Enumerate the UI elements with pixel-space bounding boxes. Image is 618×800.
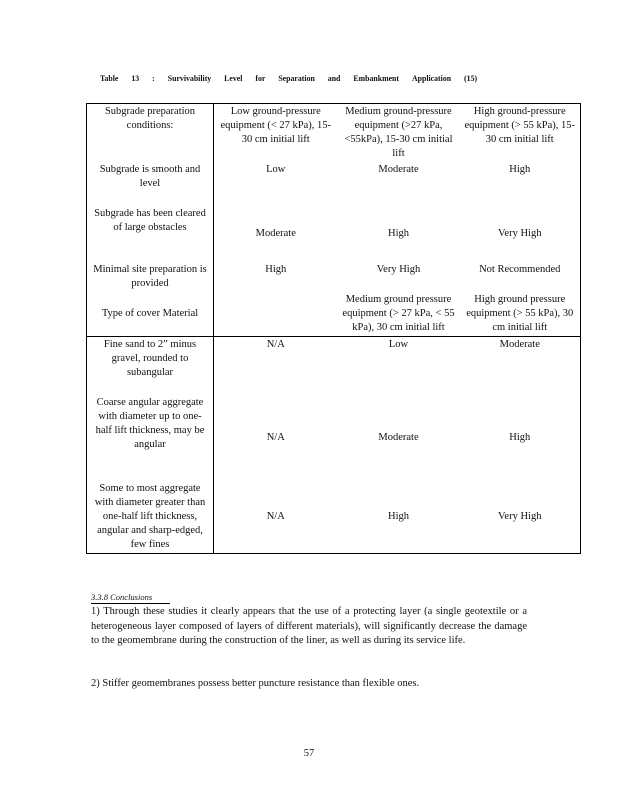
table-caption — [100, 73, 477, 83]
conclusion-paragraph-2: 2) Stiffer geomembranes possess better puncture resistance than flexible ones. — [91, 678, 420, 689]
table-cell: Very High — [460, 481, 581, 554]
caption-word-2: Level — [224, 73, 243, 83]
caption-word-4: Separation — [278, 73, 315, 83]
header-cell: Subgrade preparation conditions: — [87, 104, 214, 163]
table-row — [87, 481, 581, 554]
table-cell: Fine sand to 2” minus gravel, rounded to subangular — [87, 337, 214, 395]
table-row — [87, 206, 581, 262]
caption-reference: (15) — [464, 73, 478, 83]
table-cell: N/A — [214, 337, 338, 395]
caption-word-1: Survivability — [167, 73, 212, 83]
survivability-table — [86, 103, 581, 554]
table-cell: Low — [338, 337, 460, 395]
caption-table-word: Table — [100, 73, 119, 83]
table-cell: Moderate — [378, 431, 419, 443]
conclusion-paragraph-1: 1) Through these studies it clearly appears that the use of a protecting layer (a single geotextile or a heterogeneous layer composed of layers of different materials), will significantly decrease the damage to the geomembrane during the construction of the liner, as well as during its service life. — [91, 606, 527, 646]
table-cell: Very High — [460, 206, 581, 262]
table-cell: Medium ground pressure equipment (> 27 kPa, < 55 kPa), 30 cm initial lift — [342, 294, 455, 333]
table-cell: High — [460, 395, 581, 481]
caption-colon: : — [152, 73, 155, 83]
table-cell: Type of cover Material — [87, 292, 214, 337]
table-cell: Moderate — [255, 228, 296, 239]
table-row — [87, 162, 581, 206]
header-cell: Low ground-pressure equipment (< 27 kPa), 15-30 cm initial lift — [214, 104, 338, 163]
table-cell: Moderate — [378, 164, 419, 175]
table-header-row — [87, 104, 581, 163]
table-cell: Not Recommended — [460, 262, 581, 292]
table-cell: High — [265, 264, 287, 275]
table-cell: High — [338, 481, 460, 554]
table-cell: Subgrade is smooth and level — [87, 162, 214, 206]
caption-word-6: Embankment — [353, 73, 400, 83]
page-number: 57 — [303, 748, 315, 759]
section-heading: 3.3.8 Conclusions — [91, 592, 170, 604]
table-row — [87, 337, 581, 395]
table-row — [87, 395, 581, 481]
caption-number: 13 — [131, 73, 140, 83]
table-cell: Subgrade has been cleared of large obstacles — [87, 206, 214, 262]
table-cell: N/A — [214, 481, 338, 554]
table-cell: Coarse angular aggregate with diameter up to one-half lift thickness, may be angular — [87, 395, 214, 481]
caption-word-5: and — [327, 73, 341, 83]
table-cell: High ground pressure equipment (> 55 kPa), 30 cm initial lift — [460, 292, 581, 337]
table-cell: N/A — [266, 431, 285, 443]
table-cell — [214, 292, 338, 337]
caption-word-7: Application — [411, 73, 452, 83]
table-cell: Some to most aggregate with diameter greater than one-half lift thickness, angular and sharp-edged, few fines — [87, 481, 214, 554]
table-row — [87, 262, 581, 292]
table-cell: Moderate — [460, 337, 581, 395]
table-cell: Minimal site preparation is provided — [87, 262, 214, 292]
table-cell: Low — [266, 164, 286, 175]
table-cell: High — [388, 228, 409, 239]
table-row — [87, 292, 581, 337]
header-cell: Medium ground-pressure equipment (>27 kPa, <55kPa), 15-30 cm initial lift — [338, 104, 460, 163]
table-cell: Very High — [376, 264, 421, 275]
header-cell: High ground-pressure equipment (> 55 kPa), 15-30 cm initial lift — [460, 104, 581, 163]
caption-word-3: for — [255, 73, 266, 83]
table-cell: High — [460, 162, 581, 206]
